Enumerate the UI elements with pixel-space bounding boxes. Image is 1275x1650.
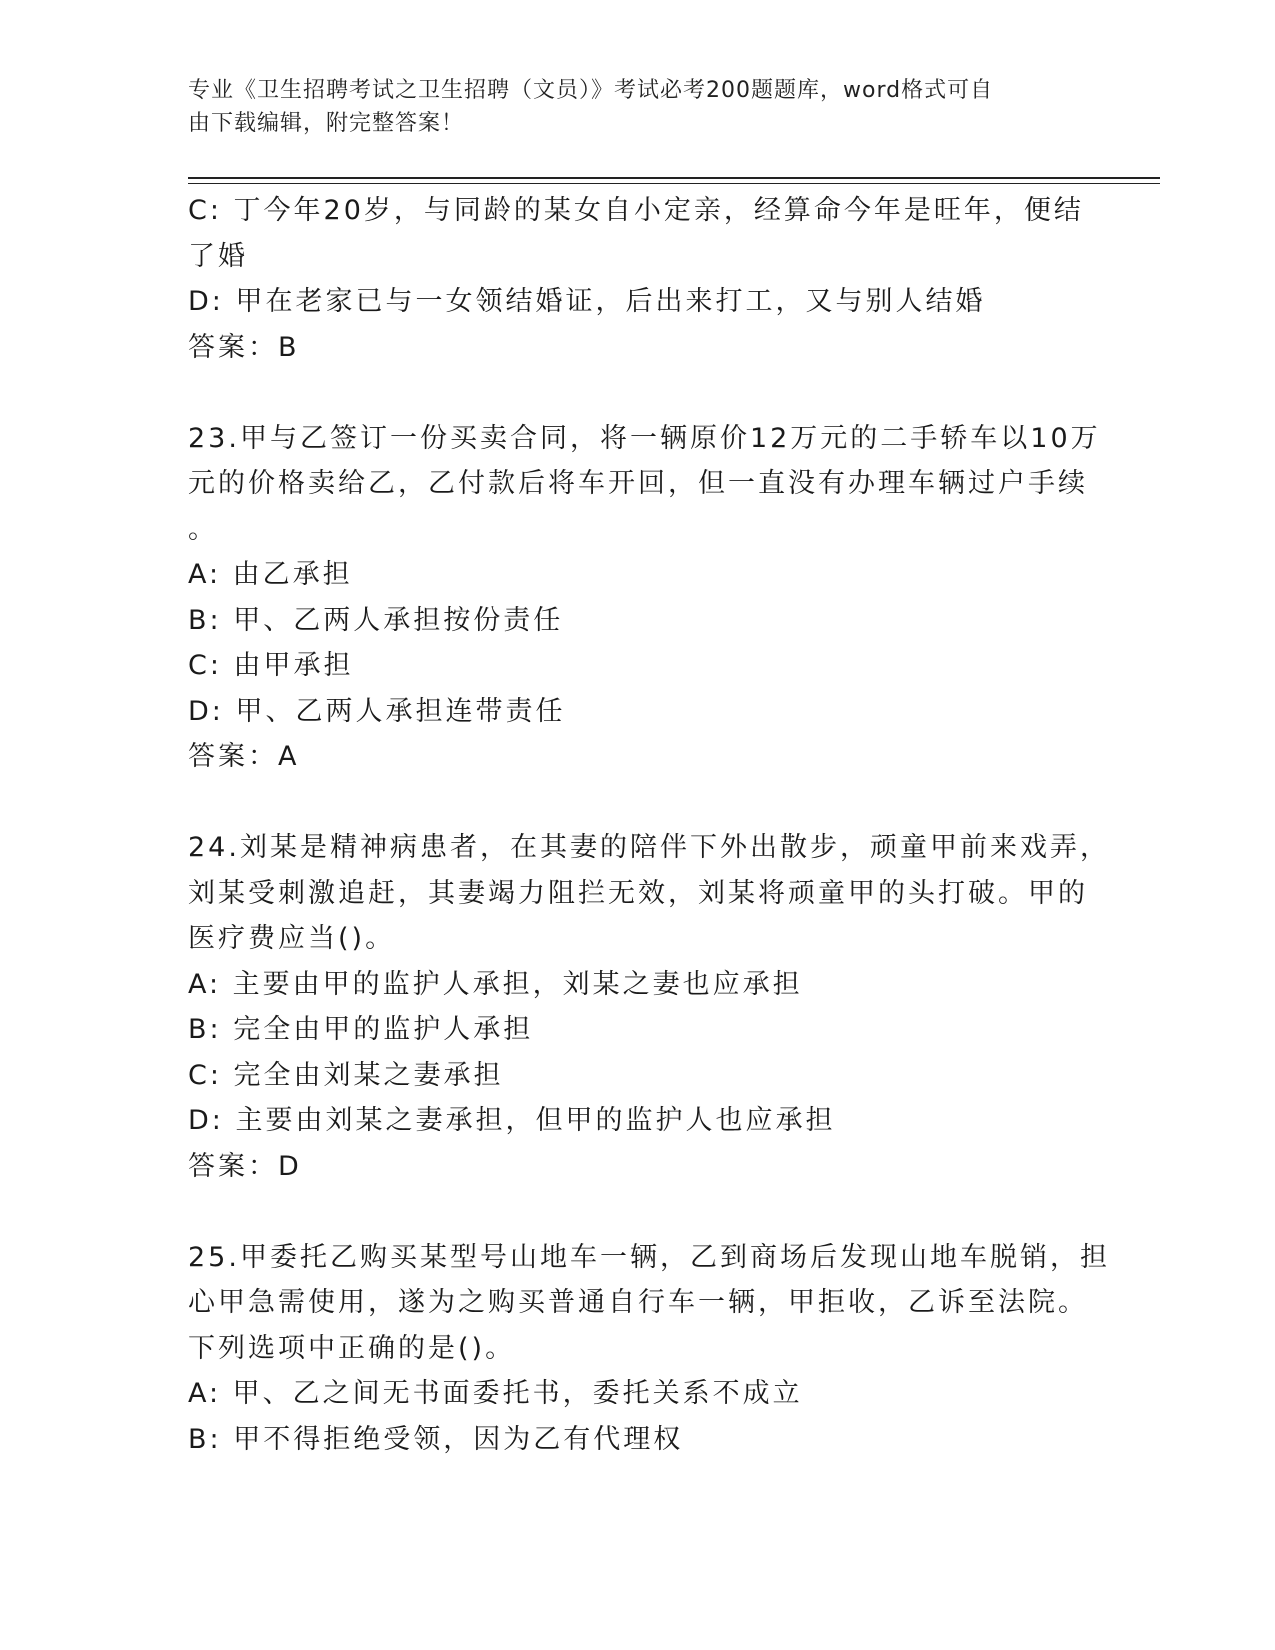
option-a: A: 主要由甲的监护人承担，刘某之妻也应承担 — [188, 968, 803, 1000]
answer-line: 答案：B — [188, 331, 300, 363]
option-c: C: 完全由刘某之妻承担 — [188, 1059, 504, 1091]
question-block-23 — [188, 416, 1101, 780]
answer-line: 答案：A — [188, 741, 300, 772]
option-b: B: 甲、乙两人承担按份责任 — [188, 604, 564, 636]
option-d: D: 甲、乙两人承担连带责任 — [188, 695, 566, 727]
question-stem-line-2: 刘某受刺激追赶，其妻竭力阻拦无效，刘某将顽童甲的头打破。甲的 — [188, 877, 1088, 909]
question-stem-line-3: 下列选项中正确的是()。 — [188, 1332, 516, 1364]
question-stem-line-3: 。 — [188, 513, 218, 545]
header-line-1: 专业《卫生招聘考试之卫生招聘（文员）》考试必考200题题库，word格式可自 — [188, 78, 994, 103]
answer-line: 答案：D — [188, 1150, 302, 1182]
question-stem-line-1: 24.刘某是精神病患者，在其妻的陪伴下外出散步，顽童甲前来戏弄， — [188, 832, 1110, 863]
spacer — [188, 370, 1088, 416]
option-c-line-2: 了婚 — [188, 240, 248, 272]
spacer — [188, 1189, 1088, 1235]
header-line-2: 由下载编辑，附完整答案！ — [188, 111, 465, 136]
header-divider-thin — [188, 183, 1160, 184]
option-c: C: 由甲承担 — [188, 650, 354, 681]
question-stem-line-1: 23.甲与乙签订一份买卖合同，将一辆原价12万元的二手轿车以10万 — [188, 422, 1101, 454]
question-block-24 — [188, 825, 1110, 1189]
question-stem-line-2: 心甲急需使用，遂为之购买普通自行车一辆，甲拒收，乙诉至法院。 — [188, 1287, 1088, 1318]
question-stem-line-1: 25.甲委托乙购买某型号山地车一辆，乙到商场后发现山地车脱销，担 — [188, 1241, 1110, 1273]
option-c-line-1: C: 丁今年20岁，与同龄的某女自小定亲，经算命今年是旺年，便结 — [188, 195, 1084, 226]
header-divider-thick — [188, 177, 1160, 179]
option-a: A: 由乙承担 — [188, 559, 353, 590]
option-a: A: 甲、乙之间无书面委托书，委托关系不成立 — [188, 1378, 803, 1409]
option-b: B: 完全由甲的监护人承担 — [188, 1014, 534, 1045]
question-stem-line-3: 医疗费应当()。 — [188, 923, 396, 954]
question-content — [188, 188, 1110, 1462]
question-block-22 — [188, 188, 1088, 370]
option-b: B: 甲不得拒绝受领，因为乙有代理权 — [188, 1423, 684, 1455]
option-d: D: 甲在老家已与一女领结婚证，后出来打工，又与别人结婚 — [188, 286, 986, 317]
spacer — [188, 780, 1088, 826]
page-header — [188, 74, 1088, 140]
question-block-25 — [188, 1235, 1110, 1463]
question-stem-line-2: 元的价格卖给乙，乙付款后将车开回，但一直没有办理车辆过户手续 — [188, 468, 1088, 499]
option-d: D: 主要由刘某之妻承担，但甲的监护人也应承担 — [188, 1105, 836, 1136]
